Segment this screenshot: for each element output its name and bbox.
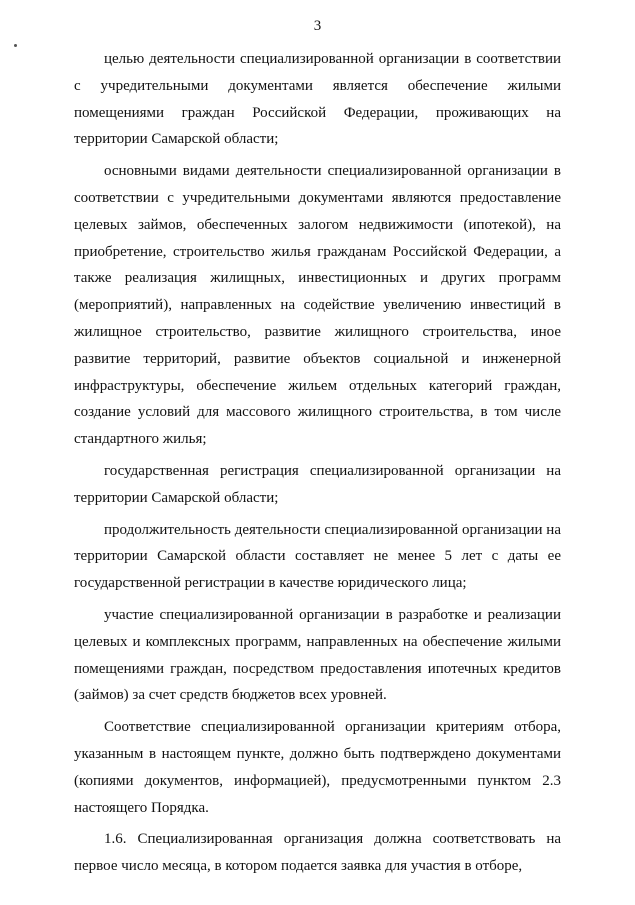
paragraph-compliance: Соответствие специализированной организации критериям отбора, указанным в настоящем пункте, должно быть подтверждено документами (копиями документов, информацией), предусмотренными пунктом 2.3 настоящего Порядка. bbox=[74, 719, 561, 816]
paragraph-goal: целью деятельности специализированной организации в соответствии с учредительными документами является обеспечение жилыми помещениями граждан Российской Федерации, проживающих на территории Самарской области; bbox=[74, 51, 561, 148]
page-number: 3 bbox=[313, 18, 322, 34]
paragraph-participation: участие специализированной организации в разработке и реализации целевых и комплексных программ, направленных на обеспечение жилыми помещениями граждан, посредством предоставления ипотечных кредитов (займов) за счет средств бюджетов всех уровней. bbox=[74, 606, 561, 704]
body-text bbox=[74, 46, 561, 880]
paragraph-section-1-6: 1.6. Специализированная организация должна соответствовать на первое число месяца, в котором подается заявка для участия в отборе, bbox=[74, 831, 561, 875]
scan-speck bbox=[14, 44, 17, 47]
paragraph-duration: продолжительность деятельности специализированной организации на территории Самарской области составляет не менее 5 лет с даты ее государственной регистрации в качестве юридического лица; bbox=[74, 521, 561, 592]
paragraph-registration: государственная регистрация специализированной организации на территории Самарской области; bbox=[74, 462, 561, 506]
paragraph-activities: основными видами деятельности специализированной организации в соответствии с учредительными документами являются предоставление целевых займов, обеспеченных залогом недвижимости (ипотекой), на приобретение, строительство жилья гражданам Российской Федерации, а также реализация жилищных, инвестиционных и других программ (мероприятий), направленных на содействие увеличению инвестиций в жилищное строительство, развитие жилищного строительства, иное развитие территорий, развитие объектов социальной и инженерной инфраструктуры, обеспечение жильем отдельных категорий граждан, создание условий для массового жилищного строительства, в том числе стандартного жилья; bbox=[74, 163, 561, 448]
